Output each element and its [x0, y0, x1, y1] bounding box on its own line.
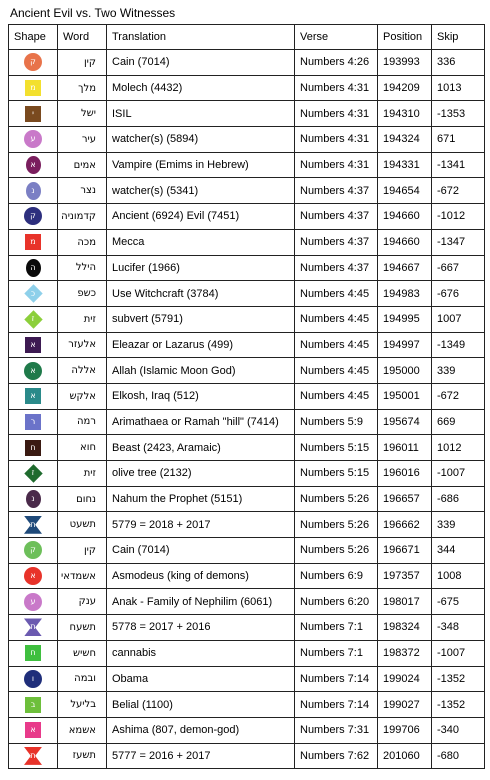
circle-marker-icon [24, 207, 42, 225]
verse-cell: Numbers 5:15 [295, 435, 378, 461]
translation-cell: Asmodeus (king of demons) [107, 563, 295, 589]
square-marker-icon [24, 233, 42, 251]
position-cell: 199024 [378, 666, 432, 692]
position-cell: 195000 [378, 358, 432, 384]
shape-cell [9, 75, 58, 101]
square-marker-icon [24, 696, 42, 714]
verse-cell: Numbers 5:26 [295, 486, 378, 512]
position-cell: 196011 [378, 435, 432, 461]
translation-cell: Molech (4432) [107, 75, 295, 101]
skip-cell: -676 [432, 281, 485, 307]
square-marker-icon [24, 79, 42, 97]
word-cell: קין [58, 538, 107, 564]
position-cell: 194667 [378, 255, 432, 281]
skip-cell: -1347 [432, 229, 485, 255]
marker-letter: ח [30, 442, 36, 452]
table-body [9, 50, 485, 769]
verse-cell: Numbers 7:14 [295, 666, 378, 692]
shape-cell [9, 229, 58, 255]
table-row [9, 178, 485, 204]
marker-letter: א [30, 160, 36, 170]
marker-letter: ז [31, 314, 35, 324]
word-cell: חשיש [58, 640, 107, 666]
skip-cell: -1352 [432, 692, 485, 718]
word-cell: אשמא [58, 717, 107, 743]
shape-cell [9, 306, 58, 332]
shape-cell [9, 589, 58, 615]
skip-cell: 1007 [432, 306, 485, 332]
circle-marker-icon [24, 593, 42, 611]
translation-cell: Belial (1100) [107, 692, 295, 718]
translation-cell: Eleazar or Lazarus (499) [107, 332, 295, 358]
column-header-position: Position [378, 25, 432, 50]
skip-cell: -686 [432, 486, 485, 512]
table-row [9, 75, 485, 101]
table-row [9, 640, 485, 666]
marker-letter: א [30, 391, 36, 401]
table-row [9, 281, 485, 307]
table-row [9, 615, 485, 641]
verse-cell: Numbers 4:45 [295, 332, 378, 358]
word-cell: מכה [58, 229, 107, 255]
translation-cell: Ancient (6924) Evil (7451) [107, 204, 295, 230]
table-row [9, 743, 485, 769]
table-row [9, 589, 485, 615]
word-cell: קדמוניה [58, 204, 107, 230]
word-cell: אלקש [58, 383, 107, 409]
square-marker-icon [24, 336, 42, 354]
table-row [9, 255, 485, 281]
table-row [9, 486, 485, 512]
circle-marker-icon [24, 541, 42, 559]
position-cell: 194983 [378, 281, 432, 307]
hourglass-marker-icon [24, 618, 42, 636]
shape-cell [9, 255, 58, 281]
translation-cell: Lucifer (1966) [107, 255, 295, 281]
circle-marker-icon [24, 670, 42, 688]
translation-cell: Nahum the Prophet (5151) [107, 486, 295, 512]
translation-cell: Ashima (807, demon-god) [107, 717, 295, 743]
word-cell: תשעט [58, 512, 107, 538]
marker-letter: ק [30, 57, 36, 67]
verse-cell: Numbers 7:1 [295, 640, 378, 666]
verse-cell: Numbers 7:31 [295, 717, 378, 743]
word-cell: רמה [58, 409, 107, 435]
diamond-marker-icon [24, 285, 42, 303]
word-cell: אשמדאי [58, 563, 107, 589]
shape-cell [9, 127, 58, 153]
translation-cell: watcher(s) (5894) [107, 127, 295, 153]
table-row [9, 358, 485, 384]
skip-cell: 344 [432, 538, 485, 564]
translation-cell: 5777 = 2016 + 2017 [107, 743, 295, 769]
skip-cell: 1013 [432, 75, 485, 101]
hourglass-marker-icon [24, 747, 42, 765]
shape-cell [9, 615, 58, 641]
position-cell: 193993 [378, 50, 432, 76]
skip-cell: -1352 [432, 666, 485, 692]
marker-letter: מ [30, 237, 36, 247]
shape-cell [9, 332, 58, 358]
marker-letter: ח [30, 648, 36, 658]
marker-letter: י [32, 108, 34, 118]
verse-cell: Numbers 4:31 [295, 152, 378, 178]
skip-cell: -1007 [432, 461, 485, 487]
skip-cell: -1007 [432, 640, 485, 666]
position-cell: 196016 [378, 461, 432, 487]
translation-cell: subvert (5791) [107, 306, 295, 332]
verse-cell: Numbers 5:26 [295, 512, 378, 538]
verse-cell: Numbers 4:31 [295, 127, 378, 153]
results-table [8, 24, 485, 769]
verse-cell: Numbers 5:9 [295, 409, 378, 435]
oval-marker-icon [24, 182, 42, 200]
skip-cell: -1353 [432, 101, 485, 127]
position-cell: 194660 [378, 229, 432, 255]
marker-letter: ע [30, 596, 36, 606]
shape-cell [9, 101, 58, 127]
word-cell: הילל [58, 255, 107, 281]
translation-cell: 5778 = 2017 + 2016 [107, 615, 295, 641]
verse-cell: Numbers 4:37 [295, 255, 378, 281]
column-header-word: Word [58, 25, 107, 50]
marker-letter: ה [30, 262, 36, 272]
table-row [9, 332, 485, 358]
position-cell: 194660 [378, 204, 432, 230]
shape-cell [9, 409, 58, 435]
table-row [9, 717, 485, 743]
square-marker-icon [24, 721, 42, 739]
oval-marker-icon [24, 259, 42, 277]
diamond-marker-icon [24, 310, 42, 328]
marker-letter: א [30, 725, 36, 735]
oval-marker-icon [24, 490, 42, 508]
skip-cell: -675 [432, 589, 485, 615]
verse-cell: Numbers 4:31 [295, 75, 378, 101]
position-cell: 201060 [378, 743, 432, 769]
skip-cell: 669 [432, 409, 485, 435]
table-title: Ancient Evil vs. Two Witnesses [10, 6, 176, 20]
skip-cell: 1008 [432, 563, 485, 589]
shape-cell [9, 538, 58, 564]
shape-cell [9, 640, 58, 666]
table-row [9, 461, 485, 487]
table-row [9, 409, 485, 435]
word-cell: ישל [58, 101, 107, 127]
shape-cell [9, 383, 58, 409]
position-cell: 194995 [378, 306, 432, 332]
verse-cell: Numbers 5:15 [295, 461, 378, 487]
translation-cell: Arimathaea or Ramah "hill" (7414) [107, 409, 295, 435]
word-cell: אללה [58, 358, 107, 384]
square-marker-icon [24, 413, 42, 431]
circle-marker-icon [24, 567, 42, 585]
shape-cell [9, 692, 58, 718]
table-row [9, 512, 485, 538]
word-cell: בליעל [58, 692, 107, 718]
word-cell: זית [58, 306, 107, 332]
position-cell: 194654 [378, 178, 432, 204]
translation-cell: ISIL [107, 101, 295, 127]
shape-cell [9, 512, 58, 538]
table-row [9, 204, 485, 230]
translation-cell: watcher(s) (5341) [107, 178, 295, 204]
translation-cell: Cain (7014) [107, 50, 295, 76]
verse-cell: Numbers 6:20 [295, 589, 378, 615]
shape-cell [9, 563, 58, 589]
verse-cell: Numbers 4:37 [295, 229, 378, 255]
translation-cell: Use Witchcraft (3784) [107, 281, 295, 307]
shape-cell [9, 717, 58, 743]
translation-cell: Anak - Family of Nephilim (6061) [107, 589, 295, 615]
column-header-shape: Shape [9, 25, 58, 50]
table-row [9, 229, 485, 255]
word-cell: ענק [58, 589, 107, 615]
marker-letter: ע [30, 134, 36, 144]
skip-cell: 336 [432, 50, 485, 76]
verse-cell: Numbers 5:26 [295, 538, 378, 564]
position-cell: 196662 [378, 512, 432, 538]
translation-cell: Mecca [107, 229, 295, 255]
shape-cell [9, 281, 58, 307]
table-row [9, 383, 485, 409]
word-cell: נחום [58, 486, 107, 512]
marker-letter: א [30, 365, 36, 375]
word-cell: תשעח [58, 615, 107, 641]
verse-cell: Numbers 7:1 [295, 615, 378, 641]
shape-cell [9, 486, 58, 512]
skip-cell: -1349 [432, 332, 485, 358]
word-cell: תשעז [58, 743, 107, 769]
shape-cell [9, 50, 58, 76]
translation-cell: Cain (7014) [107, 538, 295, 564]
skip-cell: -667 [432, 255, 485, 281]
verse-cell: Numbers 6:9 [295, 563, 378, 589]
word-cell: ובמה [58, 666, 107, 692]
marker-letter: נ [31, 494, 35, 504]
marker-letter: ת [30, 519, 36, 529]
position-cell: 194324 [378, 127, 432, 153]
skip-cell: -672 [432, 178, 485, 204]
position-cell: 194209 [378, 75, 432, 101]
table-row [9, 435, 485, 461]
word-cell: זית [58, 461, 107, 487]
word-cell: אמים [58, 152, 107, 178]
translation-cell: Allah (Islamic Moon God) [107, 358, 295, 384]
translation-cell: Elkosh, Iraq (512) [107, 383, 295, 409]
circle-marker-icon [24, 362, 42, 380]
word-cell: מלך [58, 75, 107, 101]
verse-cell: Numbers 4:37 [295, 204, 378, 230]
verse-cell: Numbers 4:31 [295, 101, 378, 127]
skip-cell: -1012 [432, 204, 485, 230]
marker-letter: א [30, 571, 36, 581]
marker-letter: כ [30, 288, 36, 298]
square-marker-icon [24, 644, 42, 662]
column-header-translation: Translation [107, 25, 295, 50]
diamond-marker-icon [24, 464, 42, 482]
verse-cell: Numbers 4:45 [295, 358, 378, 384]
position-cell: 197357 [378, 563, 432, 589]
position-cell: 195674 [378, 409, 432, 435]
word-cell: קין [58, 50, 107, 76]
verse-cell: Numbers 4:37 [295, 178, 378, 204]
translation-cell: Beast (2423, Aramaic) [107, 435, 295, 461]
skip-cell: -348 [432, 615, 485, 641]
verse-cell: Numbers 7:14 [295, 692, 378, 718]
verse-cell: Numbers 4:45 [295, 383, 378, 409]
word-cell: נצר [58, 178, 107, 204]
position-cell: 194997 [378, 332, 432, 358]
verse-cell: Numbers 4:45 [295, 281, 378, 307]
position-cell: 198372 [378, 640, 432, 666]
shape-cell [9, 178, 58, 204]
verse-cell: Numbers 4:26 [295, 50, 378, 76]
skip-cell: 1012 [432, 435, 485, 461]
word-cell: כשפ [58, 281, 107, 307]
table-row [9, 101, 485, 127]
word-cell: חוא [58, 435, 107, 461]
shape-cell [9, 461, 58, 487]
position-cell: 196657 [378, 486, 432, 512]
shape-cell [9, 152, 58, 178]
table-row [9, 127, 485, 153]
marker-letter: ר [30, 416, 36, 426]
translation-cell: Vampire (Emims in Hebrew) [107, 152, 295, 178]
column-header-skip: Skip [432, 25, 485, 50]
table-row [9, 538, 485, 564]
table-row [9, 563, 485, 589]
position-cell: 198017 [378, 589, 432, 615]
column-header-verse: Verse [295, 25, 378, 50]
position-cell: 195001 [378, 383, 432, 409]
square-marker-icon [24, 105, 42, 123]
position-cell: 199027 [378, 692, 432, 718]
skip-cell: -340 [432, 717, 485, 743]
circle-marker-icon [24, 53, 42, 71]
position-cell: 194331 [378, 152, 432, 178]
marker-letter: ק [30, 545, 36, 555]
marker-letter: א [30, 339, 36, 349]
shape-cell [9, 358, 58, 384]
marker-letter: ת [30, 750, 36, 760]
translation-cell: 5779 = 2018 + 2017 [107, 512, 295, 538]
position-cell: 196671 [378, 538, 432, 564]
shape-cell [9, 743, 58, 769]
marker-letter: ב [30, 699, 36, 709]
marker-letter: מ [30, 83, 36, 93]
verse-cell: Numbers 4:45 [295, 306, 378, 332]
shape-cell [9, 666, 58, 692]
square-marker-icon [24, 387, 42, 405]
translation-cell: olive tree (2132) [107, 461, 295, 487]
skip-cell: -1341 [432, 152, 485, 178]
square-marker-icon [24, 439, 42, 457]
skip-cell: -680 [432, 743, 485, 769]
shape-cell [9, 435, 58, 461]
circle-marker-icon [24, 130, 42, 148]
skip-cell: 671 [432, 127, 485, 153]
marker-letter: ק [30, 211, 36, 221]
marker-letter: ת [30, 622, 36, 632]
table-row [9, 152, 485, 178]
shape-cell [9, 204, 58, 230]
oval-marker-icon [24, 156, 42, 174]
verse-cell: Numbers 7:62 [295, 743, 378, 769]
word-cell: אלעזר [58, 332, 107, 358]
table-row [9, 692, 485, 718]
hourglass-marker-icon [24, 516, 42, 534]
table-header-row [9, 25, 485, 50]
translation-cell: Obama [107, 666, 295, 692]
marker-letter: נ [31, 185, 35, 195]
skip-cell: -672 [432, 383, 485, 409]
marker-letter: ו [31, 673, 35, 683]
skip-cell: 339 [432, 512, 485, 538]
skip-cell: 339 [432, 358, 485, 384]
table-row [9, 666, 485, 692]
table-row [9, 306, 485, 332]
translation-cell: cannabis [107, 640, 295, 666]
word-cell: עיר [58, 127, 107, 153]
position-cell: 194310 [378, 101, 432, 127]
position-cell: 199706 [378, 717, 432, 743]
position-cell: 198324 [378, 615, 432, 641]
table-row [9, 50, 485, 76]
marker-letter: ז [31, 468, 35, 478]
